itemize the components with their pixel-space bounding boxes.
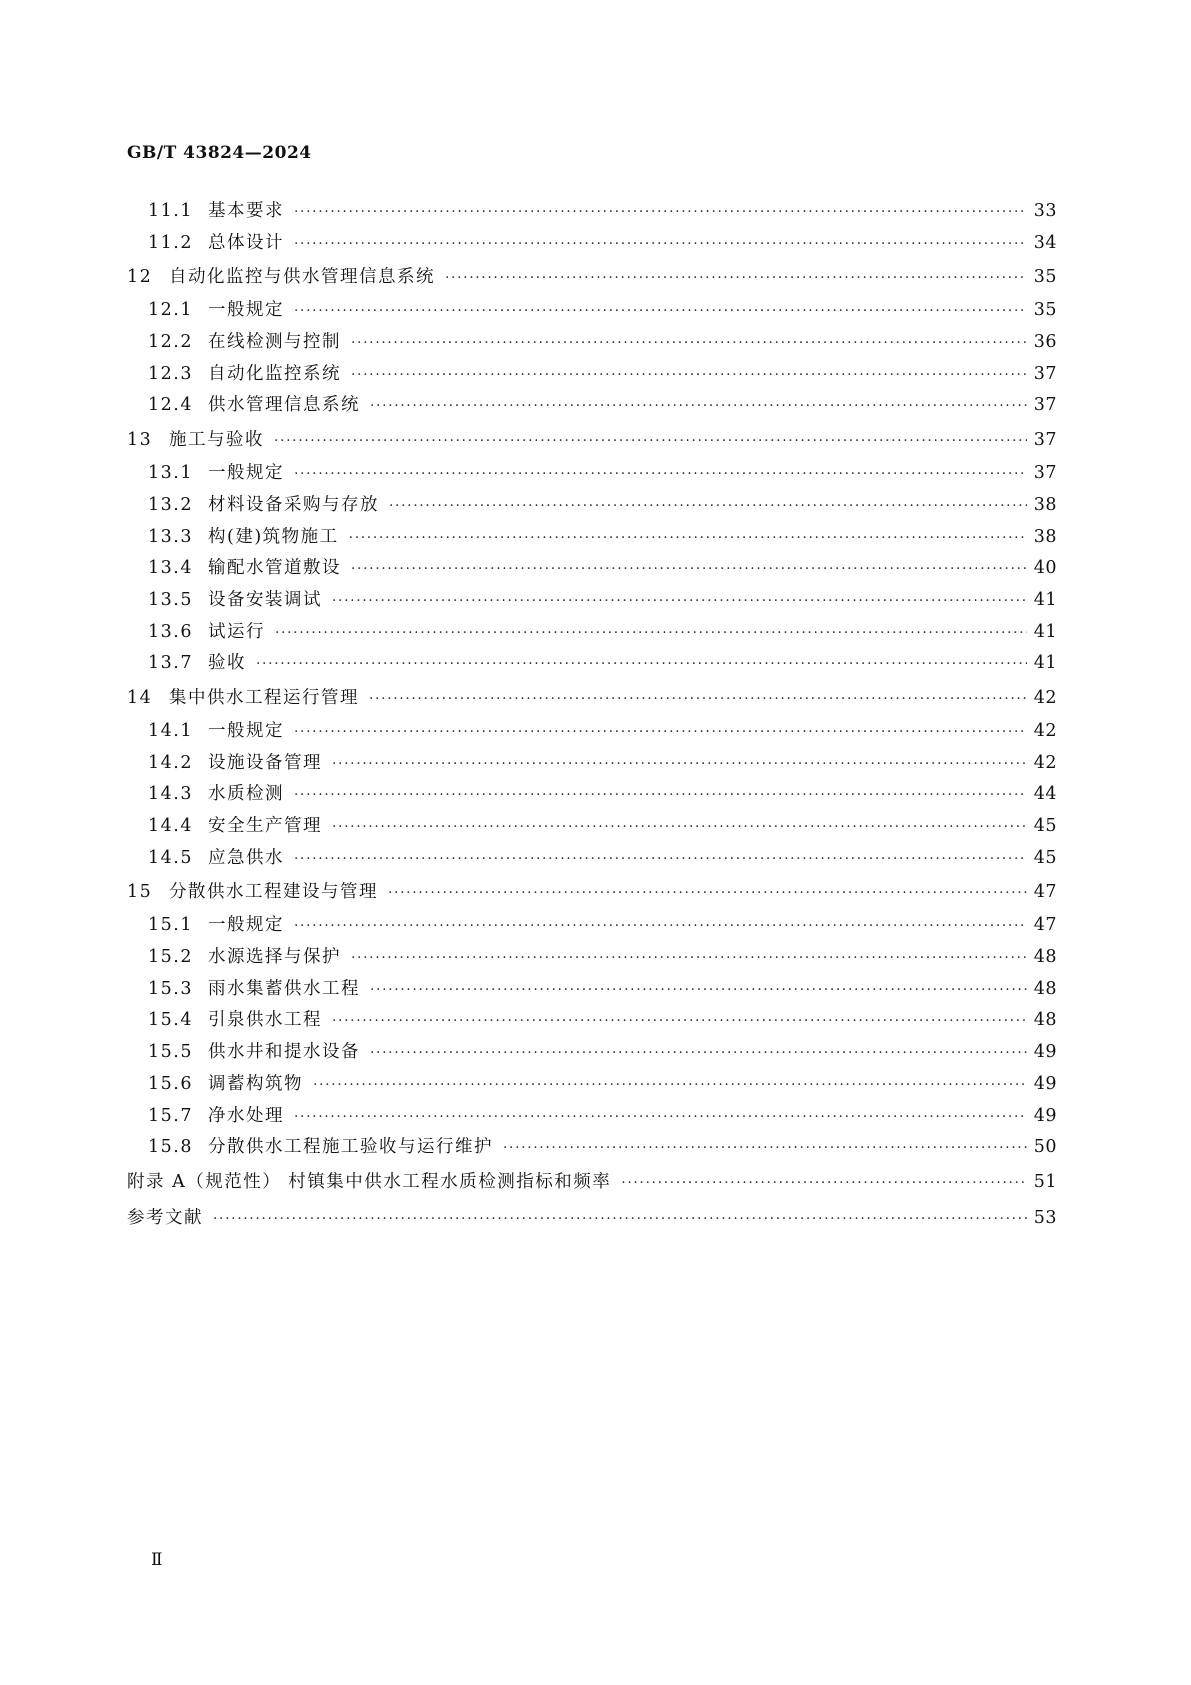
- toc-section-entry[interactable]: [127, 1132, 1057, 1164]
- toc-chapter-entry[interactable]: [127, 680, 1057, 716]
- toc-entry-title: 分散供水工程施工验收与运行维护: [208, 1137, 493, 1158]
- toc-entry-page-number: 35: [1033, 267, 1057, 288]
- toc-dot-leader: [332, 812, 1027, 844]
- toc-dot-leader: [369, 681, 1027, 717]
- toc-dot-leader: [294, 197, 1027, 229]
- toc-section-entry[interactable]: [127, 1069, 1057, 1101]
- toc-entry-page-number: 41: [1033, 621, 1057, 642]
- toc-entry-page-number: 49: [1033, 1073, 1057, 1094]
- toc-entry-title: 自动化监控系统: [208, 363, 341, 384]
- toc-entry-number: 15.5: [148, 1042, 193, 1063]
- toc-entry-number: 12.1: [148, 300, 193, 321]
- toc-dot-leader: [332, 1006, 1027, 1038]
- toc-section-entry[interactable]: [127, 196, 1057, 228]
- toc-section-entry[interactable]: [127, 617, 1057, 649]
- toc-entry-page-number: 50: [1033, 1137, 1057, 1158]
- toc-dot-leader: [294, 844, 1027, 876]
- toc-dot-leader: [256, 649, 1027, 681]
- page-number-footer: Ⅱ: [151, 1550, 163, 1570]
- toc-entry-title: 总体设计: [208, 232, 284, 253]
- toc-entry-title: 调蓄构筑物: [208, 1073, 303, 1094]
- toc-entry-page-number: 51: [1033, 1171, 1057, 1192]
- toc-section-entry[interactable]: [127, 648, 1057, 680]
- toc-entry-title: 一般规定: [208, 463, 284, 484]
- toc-entry-number: 15.1: [148, 915, 193, 936]
- toc-section-entry[interactable]: [127, 295, 1057, 327]
- toc-dot-leader: [294, 1102, 1027, 1134]
- toc-entry-page-number: 42: [1033, 752, 1057, 773]
- toc-dot-leader: [351, 328, 1027, 360]
- toc-entry-number: 12.3: [148, 363, 193, 384]
- toc-entry-number: 14: [127, 687, 153, 708]
- toc-section-entry[interactable]: [127, 974, 1057, 1006]
- toc-entry-title: 附录 A（规范性） 村镇集中供水工程水质检测指标和频率: [127, 1171, 612, 1192]
- toc-entry-title: 水质检测: [208, 784, 284, 805]
- toc-entry-number: 15: [127, 882, 153, 903]
- toc-dot-leader: [275, 618, 1027, 650]
- toc-section-entry[interactable]: [127, 1101, 1057, 1133]
- toc-entry-page-number: 47: [1033, 882, 1057, 903]
- toc-dot-leader: [621, 1165, 1027, 1201]
- toc-entry-number: 15.3: [148, 978, 193, 999]
- toc-dot-leader: [294, 296, 1027, 328]
- toc-entry-page-number: 34: [1033, 232, 1057, 253]
- toc-entry-page-number: 40: [1033, 558, 1057, 579]
- toc-dot-leader: [274, 423, 1027, 459]
- toc-entry-page-number: 45: [1033, 816, 1057, 836]
- toc-entry-title: 试运行: [208, 621, 265, 642]
- toc-entry-title: 自动化监控与供水管理信息系统: [169, 267, 435, 288]
- toc-section-entry[interactable]: [127, 779, 1057, 811]
- toc-section-entry[interactable]: [127, 359, 1057, 391]
- toc-entry-title: 构(建)筑物施工: [208, 526, 339, 547]
- toc-entry-number: 13.3: [148, 526, 193, 547]
- toc-entry-title: 材料设备采购与存放: [208, 494, 379, 515]
- toc-entry-number: 13: [127, 430, 153, 451]
- toc-entry-title: 分散供水工程建设与管理: [169, 882, 378, 903]
- toc-entry-page-number: 49: [1033, 1042, 1057, 1063]
- toc-entry-number: 15.2: [148, 947, 193, 968]
- toc-chapter-entry[interactable]: [127, 1164, 1057, 1200]
- toc-entry-number: 15.6: [148, 1073, 193, 1094]
- toc-entry-title: 引泉供水工程: [208, 1010, 322, 1031]
- toc-entry-title: 基本要求: [208, 201, 284, 221]
- toc-dot-leader: [370, 1038, 1027, 1070]
- toc-entry-page-number: 38: [1033, 494, 1057, 515]
- toc-entry-title: 一般规定: [208, 915, 284, 936]
- toc-section-entry[interactable]: [127, 910, 1057, 942]
- toc-section-entry[interactable]: [127, 585, 1057, 617]
- toc-entry-title: 验收: [208, 653, 246, 674]
- toc-entry-title: 集中供水工程运行管理: [169, 687, 359, 708]
- toc-entry-title: 应急供水: [208, 847, 284, 868]
- toc-entry-number: 15.8: [148, 1137, 193, 1158]
- toc-entry-title: 施工与验收: [169, 430, 264, 451]
- toc-entry-page-number: 41: [1033, 653, 1057, 674]
- toc-entry-page-number: 47: [1033, 915, 1057, 936]
- toc-dot-leader: [351, 943, 1027, 975]
- toc-section-entry[interactable]: [127, 490, 1057, 522]
- toc-section-entry[interactable]: [127, 811, 1057, 843]
- toc-entry-number: 15.7: [148, 1105, 193, 1126]
- toc-entry-title: 一般规定: [208, 300, 284, 321]
- toc-entry-title: 水源选择与保护: [208, 947, 341, 968]
- toc-dot-leader: [332, 586, 1027, 618]
- toc-section-entry[interactable]: [127, 716, 1057, 748]
- toc-dot-leader: [294, 229, 1027, 261]
- toc-entry-page-number: 48: [1033, 947, 1057, 968]
- toc-entry-number: 14.2: [148, 752, 193, 773]
- toc-dot-leader: [370, 975, 1027, 1007]
- toc-entry-title: 设备安装调试: [208, 589, 322, 610]
- toc-entry-number: 15.4: [148, 1010, 193, 1031]
- toc-entry-page-number: 38: [1033, 526, 1057, 547]
- toc-entry-number: 13.4: [148, 558, 193, 579]
- toc-entry-title: 参考文献: [127, 1207, 203, 1228]
- toc-chapter-entry[interactable]: [127, 422, 1057, 458]
- toc-entry-number: 14.5: [148, 847, 193, 868]
- toc-section-entry[interactable]: [127, 522, 1057, 554]
- toc-dot-leader: [370, 391, 1027, 423]
- toc-dot-leader: [213, 1201, 1027, 1237]
- toc-entry-page-number: 37: [1033, 395, 1057, 416]
- toc-entry-page-number: 37: [1033, 430, 1057, 451]
- toc-entry-number: 12.4: [148, 395, 193, 416]
- toc-dot-leader: [351, 360, 1027, 392]
- toc-dot-leader: [332, 749, 1027, 781]
- toc-dot-leader: [503, 1133, 1027, 1165]
- toc-entry-number: 13.5: [148, 589, 193, 610]
- standard-number-header: GB/T 43824—2024: [127, 143, 312, 163]
- toc-entry-page-number: 44: [1033, 784, 1057, 805]
- toc-section-entry[interactable]: [127, 327, 1057, 359]
- toc-entry-number: 14.4: [148, 816, 193, 836]
- toc-entry-page-number: 42: [1033, 687, 1057, 708]
- table-of-contents: [127, 196, 1057, 1236]
- toc-section-entry[interactable]: [127, 1037, 1057, 1069]
- toc-section-entry[interactable]: [127, 390, 1057, 422]
- toc-dot-leader: [351, 554, 1027, 586]
- toc-chapter-entry[interactable]: [127, 874, 1057, 910]
- toc-section-entry[interactable]: [127, 748, 1057, 780]
- toc-dot-leader: [294, 780, 1027, 812]
- toc-entry-page-number: 41: [1033, 589, 1057, 610]
- toc-entry-page-number: 33: [1033, 201, 1057, 221]
- toc-section-entry[interactable]: [127, 228, 1057, 260]
- toc-entry-title: 供水管理信息系统: [208, 395, 360, 416]
- toc-entry-number: 12.2: [148, 332, 193, 353]
- toc-entry-page-number: 35: [1033, 300, 1057, 321]
- toc-section-entry[interactable]: [127, 942, 1057, 974]
- toc-section-entry[interactable]: [127, 553, 1057, 585]
- toc-dot-leader: [294, 717, 1027, 749]
- toc-entry-number: 14.3: [148, 784, 193, 805]
- toc-dot-leader: [313, 1070, 1027, 1102]
- toc-dot-leader: [294, 459, 1027, 491]
- toc-entry-number: 13.2: [148, 494, 193, 515]
- toc-entry-page-number: 36: [1033, 332, 1057, 353]
- toc-entry-number: 12: [127, 267, 153, 288]
- toc-entry-page-number: 49: [1033, 1105, 1057, 1126]
- toc-entry-page-number: 37: [1033, 463, 1057, 484]
- toc-entry-title: 安全生产管理: [208, 816, 322, 836]
- toc-entry-title: 雨水集蓄供水工程: [208, 978, 360, 999]
- toc-entry-title: 供水井和提水设备: [208, 1042, 360, 1063]
- toc-section-entry[interactable]: [127, 1005, 1057, 1037]
- toc-dot-leader: [388, 875, 1027, 911]
- toc-entry-number: 13.1: [148, 463, 193, 484]
- toc-dot-leader: [349, 523, 1027, 555]
- toc-entry-number: 13.6: [148, 621, 193, 642]
- toc-entry-number: 11.2: [148, 232, 193, 253]
- toc-entry-title: 在线检测与控制: [208, 332, 341, 353]
- toc-entry-page-number: 45: [1033, 847, 1057, 868]
- toc-entry-number: 13.7: [148, 653, 193, 674]
- toc-entry-page-number: 48: [1033, 978, 1057, 999]
- toc-entry-title: 设施设备管理: [208, 752, 322, 773]
- toc-entry-title: 一般规定: [208, 720, 284, 741]
- toc-dot-leader: [389, 491, 1027, 523]
- toc-dot-leader: [445, 260, 1027, 296]
- toc-entry-number: 11.1: [148, 201, 193, 221]
- toc-entry-page-number: 53: [1033, 1207, 1057, 1228]
- toc-entry-title: 净水处理: [208, 1105, 284, 1126]
- toc-section-entry[interactable]: [127, 458, 1057, 490]
- toc-entry-page-number: 37: [1033, 363, 1057, 384]
- toc-chapter-entry[interactable]: [127, 259, 1057, 295]
- toc-section-entry[interactable]: [127, 843, 1057, 875]
- toc-chapter-entry[interactable]: [127, 1200, 1057, 1236]
- toc-entry-number: 14.1: [148, 720, 193, 741]
- toc-entry-page-number: 42: [1033, 720, 1057, 741]
- toc-entry-page-number: 48: [1033, 1010, 1057, 1031]
- toc-entry-title: 输配水管道敷设: [208, 558, 341, 579]
- toc-dot-leader: [294, 911, 1027, 943]
